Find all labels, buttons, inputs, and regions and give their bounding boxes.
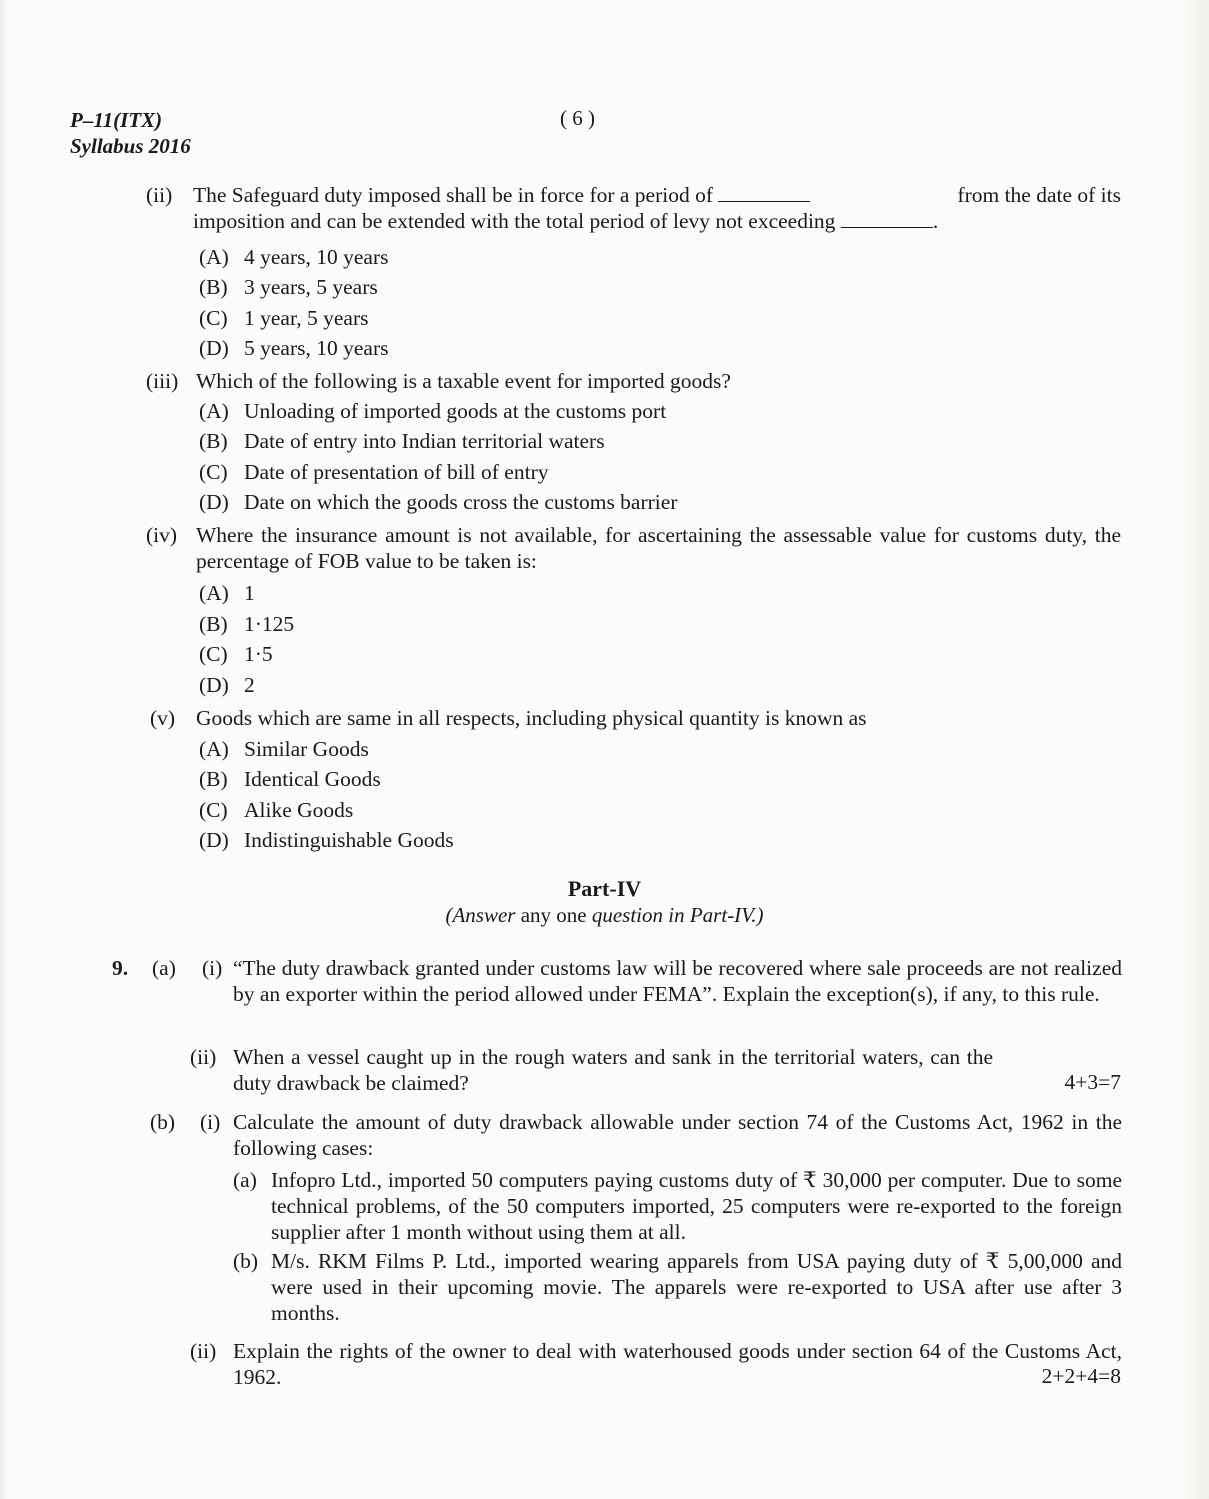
option	[199, 459, 549, 485]
option-label: (C)	[199, 306, 228, 330]
option-label: (D)	[199, 673, 229, 697]
option-text: Date of presentation of bill of entry	[244, 460, 549, 484]
item-label: (ii)	[190, 1339, 217, 1363]
option-text: Date of entry into Indian territorial waters	[244, 429, 605, 453]
option-text: Indistinguishable Goods	[244, 828, 454, 852]
option-label: (A)	[199, 399, 229, 423]
question-number: (iii)	[146, 369, 179, 393]
option-text: Alike Goods	[244, 798, 354, 822]
option	[199, 274, 378, 300]
option	[199, 641, 273, 667]
question-number: (v)	[150, 706, 176, 730]
option	[199, 489, 677, 515]
option-text: Unloading of imported goods at the customs port	[244, 399, 667, 423]
note-open: (	[445, 903, 453, 927]
option-label: (A)	[199, 245, 229, 269]
option	[199, 244, 388, 270]
page-number: ( 6 )	[560, 106, 595, 130]
option-label: (C)	[199, 798, 228, 822]
subpart-label: (a)	[152, 956, 176, 980]
option-label: (D)	[199, 336, 229, 360]
question-text: Infopro Ltd., imported 50 computers paying customs duty of ₹ 30,000 per computer. Due to some technical problems, of the 50 computers imported, 25 computers were re-exported to the foreign supplier after 1 month without using them at all.	[271, 1168, 1122, 1244]
answer-blank	[718, 183, 810, 202]
note-answer: Answer	[452, 903, 516, 927]
question-text: M/s. RKM Films P. Ltd., imported wearing apparels from USA paying duty of ₹ 5,00,000 and were used in their upcoming movie. The apparels were re-exported to USA after use after 3 months.	[271, 1249, 1122, 1325]
answer-blank	[841, 209, 933, 228]
question-text: Goods which are same in all respects, including physical quantity is known as	[196, 706, 867, 730]
question-number: 9.	[112, 956, 129, 980]
case-label: (a)	[233, 1168, 257, 1192]
option-text: 1·5	[244, 642, 273, 666]
scan-edge-right	[1179, 0, 1209, 1499]
syllabus-label: Syllabus 2016	[70, 134, 191, 158]
option-text: Similar Goods	[244, 737, 369, 761]
question-text-part: imposition and can be extended with the total period of levy not exceeding	[193, 209, 836, 233]
option-label: (B)	[199, 612, 228, 636]
subpart-label: (b)	[150, 1110, 176, 1134]
note-rest: question in Part-IV.)	[591, 903, 764, 927]
question-number: (iv)	[146, 523, 178, 547]
question-text	[193, 182, 1121, 234]
option-text: 1	[244, 581, 255, 605]
option-label: (B)	[199, 275, 228, 299]
option-label: (C)	[199, 460, 228, 484]
option	[199, 580, 255, 606]
question-text-part: The Safeguard duty imposed shall be in force for a period of	[193, 183, 714, 207]
question-text-part: .	[932, 209, 939, 233]
option-label: (C)	[199, 642, 228, 666]
question-number: (ii)	[146, 183, 173, 207]
question-text: “The duty drawback granted under customs law will be recovered where sale proceeds are not realized by an exporter within the period allowed under FEMA”. Explain the exception(s), if any, to this rule.	[233, 956, 1122, 1006]
case-label: (b)	[233, 1249, 259, 1273]
option-text: 5 years, 10 years	[244, 336, 389, 360]
option	[199, 766, 381, 792]
question-text: Which of the following is a taxable event for imported goods?	[196, 369, 731, 393]
option	[199, 827, 454, 853]
marks: 4+3=7	[1064, 1070, 1121, 1094]
option-text: 2	[244, 673, 255, 697]
option-text: 4 years, 10 years	[244, 245, 389, 269]
option-text: Identical Goods	[244, 767, 381, 791]
option-text: 1 year, 5 years	[244, 306, 369, 330]
option	[199, 428, 605, 454]
paper-code: P–11(ITX)	[70, 108, 163, 132]
question-text: When a vessel caught up in the rough waters and sank in the territorial waters, can the duty drawback be claimed?	[233, 1045, 993, 1095]
question-text-part: from the date of its	[957, 183, 1121, 207]
part-instruction	[0, 903, 1209, 928]
scan-edge-left	[0, 0, 8, 1499]
option	[199, 335, 388, 361]
option	[199, 305, 369, 331]
option-label: (D)	[199, 828, 229, 852]
option-text: 1·125	[244, 612, 295, 636]
item-label: (i)	[202, 956, 223, 980]
option	[199, 797, 353, 823]
option	[199, 672, 255, 698]
option-text: 3 years, 5 years	[244, 275, 378, 299]
option-label: (A)	[199, 581, 229, 605]
item-label: (i)	[200, 1110, 221, 1134]
question-text: Calculate the amount of duty drawback allowable under section 74 of the Customs Act, 1962 in the following cases:	[233, 1110, 1122, 1160]
part-title: Part-IV	[567, 876, 642, 901]
option-label: (B)	[199, 767, 228, 791]
option	[199, 611, 294, 637]
question-text: Explain the rights of the owner to deal with waterhoused goods under section 64 of the Customs Act, 1962.	[233, 1339, 1122, 1389]
note-any-one: any one	[515, 903, 592, 927]
option-label: (D)	[199, 490, 229, 514]
item-label: (ii)	[190, 1045, 217, 1069]
option-text: Date on which the goods cross the customs barrier	[244, 490, 678, 514]
option	[199, 736, 369, 762]
option-label: (B)	[199, 429, 228, 453]
question-text: Where the insurance amount is not available, for ascertaining the assessable value for customs duty, the percentage of FOB value to be taken is:	[196, 523, 1121, 573]
option	[199, 398, 666, 424]
marks: 2+2+4=8	[1041, 1364, 1121, 1388]
option-label: (A)	[199, 737, 229, 761]
